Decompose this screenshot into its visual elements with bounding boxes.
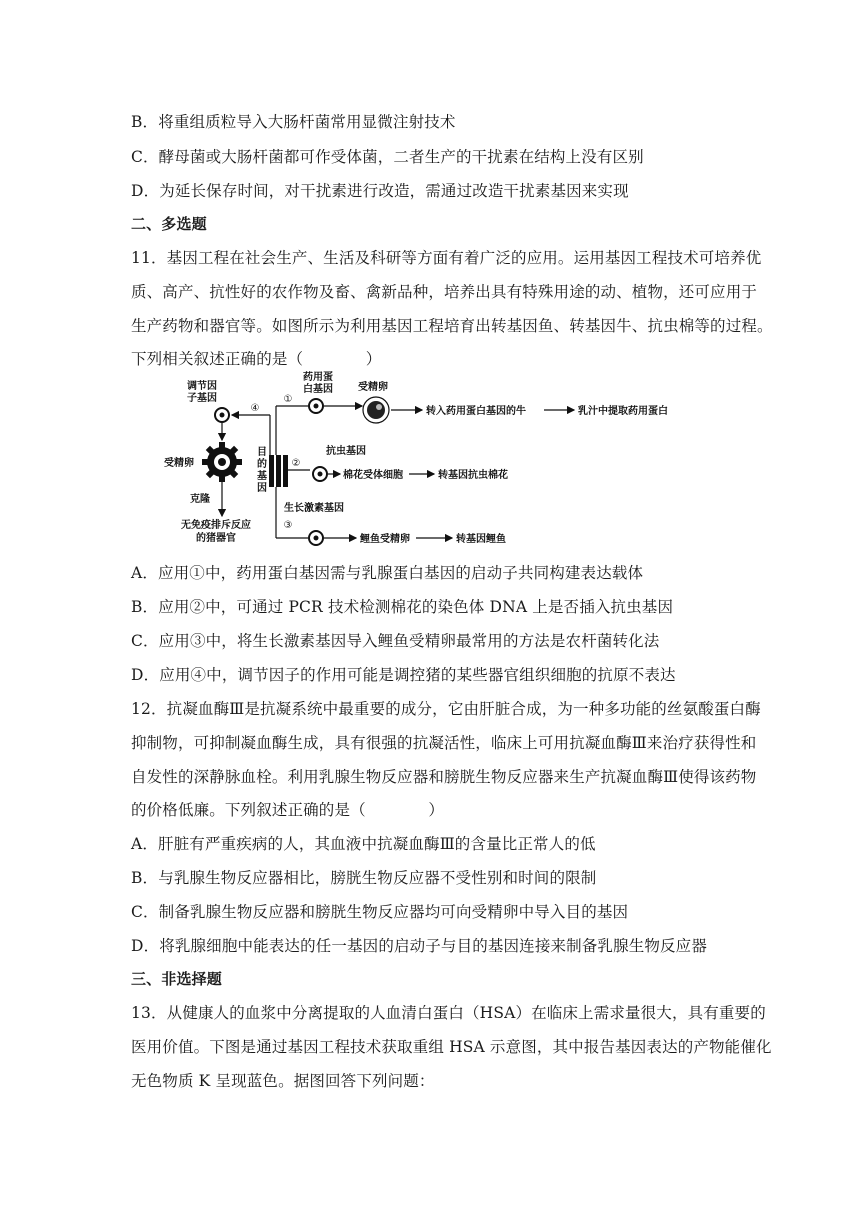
cotton-cell-label: 棉花受体细胞	[343, 470, 403, 481]
q12-stem-line-3: 自发性的深静脉血栓。利用乳腺生物反应器和膀胱生物反应器来生产抗凝血酶Ⅲ使得该药物	[131, 768, 757, 786]
q12-stem-line-2: 抑制物，可抑制凝血酶生成，具有很强的抗凝活性，临床上可用抗凝血酶Ⅲ来治疗获得性和	[131, 734, 757, 752]
carp-label: 转基因鲤鱼	[456, 534, 506, 545]
regulator-gene-label-1: 调节因	[187, 381, 217, 392]
q13-stem-line-2: 医用价值。下图是通过基因工程技术获取重组 HSA 示意图，其中报告基因表达的产物能催化	[131, 1038, 772, 1056]
q11-stem-line-2: 质、高产、抗性好的农作物及畜、禽新品种，培养出具有特殊用途的动、植物，还可应用于	[131, 283, 758, 301]
gene-bar-1	[269, 455, 274, 487]
gene-engineering-diagram	[160, 370, 668, 550]
q12-stem-line-1: 12．抗凝血酶Ⅲ是抗凝系统中最重要的成分，它由肝脏合成，为一种多功能的丝氨酸蛋白酶	[131, 700, 761, 718]
fertilized-egg-gear-icon	[202, 442, 242, 482]
q11-option-a: A．应用①中，药用蛋白基因需与乳腺蛋白基因的启动子共同构建表达载体	[131, 564, 644, 582]
drug-gene-label-1: 药用蛋	[303, 372, 333, 383]
q11-option-d: D．应用④中，调节因子的作用可能是调控猪的某些器官组织细胞的抗原不表达	[131, 666, 676, 684]
mark-2: ②	[291, 458, 301, 469]
q12-option-b: B．与乳腺生物反应器相比，膀胱生物反应器不受性别和时间的限制	[131, 869, 597, 887]
q10-option-c: C．酵母菌或大肠杆菌都可作受体菌，二者生产的干扰素在结构上没有区别	[131, 148, 644, 166]
growth-gene-label: 生长激素基因	[284, 503, 344, 514]
fertilized-egg-left-label: 受精卵	[164, 458, 194, 469]
q12-option-c: C．制备乳腺生物反应器和膀胱生物反应器均可向受精卵中导入目的基因	[131, 903, 629, 921]
clone-label: 克隆	[190, 494, 210, 505]
q12-option-d: D．将乳腺细胞中能表达的任一基因的启动子与目的基因连接来制备乳腺生物反应器	[131, 937, 707, 955]
target-gene-label-3: 基	[257, 471, 267, 482]
carp-egg-label: 鲤鱼受精卵	[360, 534, 410, 545]
regulator-gene-label-2: 子基因	[187, 393, 217, 404]
q11-stem-line-1: 11．基因工程在社会生产、生活及科研等方面有着广泛的应用。运用基因工程技术可培养优	[131, 249, 762, 267]
q10-option-d: D．为延长保存时间，对干扰素进行改造，需通过改造干扰素基因来实现	[131, 182, 629, 200]
cow-label: 转入药用蛋白基因的牛	[426, 406, 526, 417]
q11-stem-line-4: 下列相关叙述正确的是（ ）	[131, 350, 382, 368]
pig-organ-label-1: 无免疫排斥反应	[181, 520, 251, 531]
gene-bar-3	[283, 455, 288, 487]
q13-stem-line-1: 13．从健康人的血浆中分离提取的人血清白蛋白（HSA）在临床上需求量很大，具有重要的	[131, 1004, 766, 1022]
fertilized-egg-top-label: 受精卵	[358, 382, 388, 393]
q11-stem-line-3: 生产药物和器官等。如图所示为利用基因工程培育出转基因鱼、转基因牛、抗虫棉等的过程。	[131, 317, 773, 335]
insect-gene-label: 抗虫基因	[326, 446, 366, 457]
q12-stem-line-4: 的价格低廉。下列叙述正确的是（ ）	[131, 801, 445, 819]
q12-option-a: A．肝脏有严重疾病的人，其血液中抗凝血酶Ⅲ的含量比正常人的低	[131, 835, 596, 853]
mark-3: ③	[283, 520, 293, 531]
mark-4: ④	[250, 403, 260, 414]
target-gene-label-2: 的	[257, 459, 267, 470]
q11-option-b: B．应用②中，可通过 PCR 技术检测棉花的染色体 DNA 上是否插入抗虫基因	[131, 598, 674, 616]
section-title-non-choice: 三、非选择题	[131, 970, 222, 988]
q13-stem-line-3: 无色物质 K 呈现蓝色。据图回答下列问题：	[131, 1072, 435, 1090]
q10-option-b: B．将重组质粒导入大肠杆菌常用显微注射技术	[131, 113, 456, 131]
target-gene-label-1: 目	[257, 447, 267, 458]
q11-option-c: C．应用③中，将生长激素基因导入鲤鱼受精卵最常用的方法是农杆菌转化法	[131, 632, 660, 650]
mark-1: ①	[283, 394, 293, 405]
pig-organ-label-2: 的猪器官	[196, 533, 236, 544]
section-title-multiple-choice: 二、多选题	[131, 215, 207, 233]
drug-gene-label-2: 白基因	[303, 384, 333, 395]
target-gene-label-4: 因	[257, 483, 267, 494]
gene-bar-2	[276, 455, 281, 487]
cotton-label: 转基因抗虫棉花	[438, 470, 508, 481]
milk-label: 乳汁中提取药用蛋白	[578, 406, 668, 417]
